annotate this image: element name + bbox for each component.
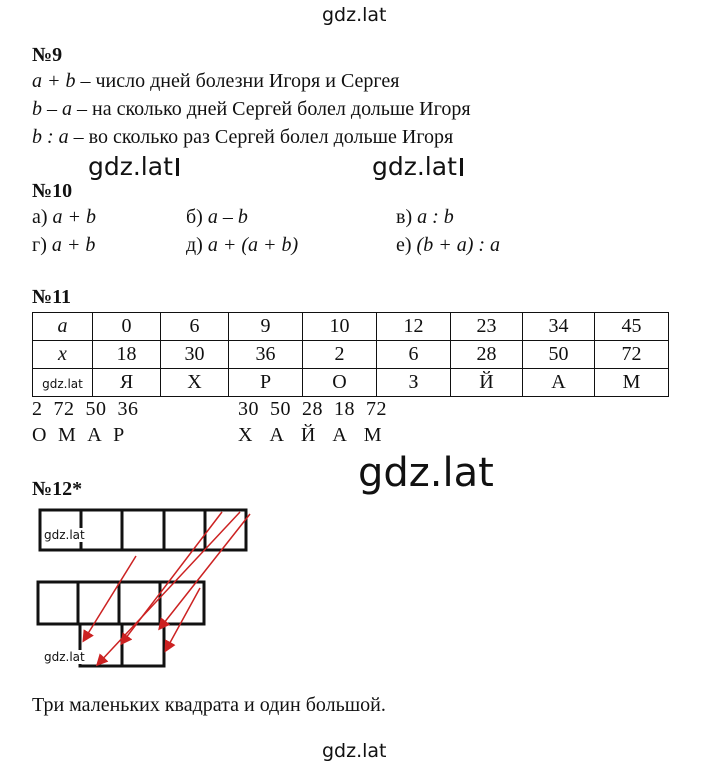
table-cell: 30	[161, 341, 229, 369]
figure-watermark-bottom: gdz.lat	[44, 650, 85, 664]
table-cell: 36	[229, 341, 303, 369]
task10-item-d: д) a + (a + b)	[186, 234, 299, 256]
watermark-mid-right: gdz.lat	[372, 152, 463, 181]
table-cell: 23	[451, 313, 523, 341]
table-cell: 6	[377, 341, 451, 369]
task10-item-b: б) a – b	[186, 206, 248, 228]
table-cell: 50	[523, 341, 595, 369]
table-cell: 34	[523, 313, 595, 341]
task10-title: №10	[32, 180, 73, 202]
task10-item-g: г) a + b	[32, 234, 96, 256]
table-cell-label: a	[33, 313, 93, 341]
task9-line-3: b : a – во сколько раз Сергей болел дольше Игоря	[32, 126, 454, 148]
task12-title: №12*	[32, 478, 83, 500]
task10-item-a: а) a + b	[32, 206, 97, 228]
task11-seq2-letters: Х А Й А М	[238, 424, 383, 446]
table-cell: Я	[93, 369, 161, 397]
task9-line-2: b – a – на сколько дней Сергей болел дольше Игоря	[32, 98, 471, 120]
arrow-4	[84, 556, 136, 640]
figure-watermark-top: gdz.lat	[44, 528, 85, 542]
table-cell: Х	[161, 369, 229, 397]
watermark-bottom: gdz.lat	[322, 740, 387, 762]
watermark-big: gdz.lat	[358, 450, 494, 496]
table-cell: 12	[377, 313, 451, 341]
watermark-mid-left: gdz.lat	[88, 152, 179, 181]
task12-answer: Три маленьких квадрата и один большой.	[32, 694, 386, 716]
table-cell: М	[595, 369, 669, 397]
task9-line-1: a + b – число дней болезни Игоря и Сергея	[32, 70, 400, 92]
task10-item-v: в) a : b	[396, 206, 454, 228]
table-cell: Й	[451, 369, 523, 397]
table-watermark: gdz.lat	[33, 369, 93, 397]
table-cell: 10	[303, 313, 377, 341]
table-cell-label: x	[33, 341, 93, 369]
table-cell: Р	[229, 369, 303, 397]
move-arrows	[84, 512, 250, 664]
table-cell: О	[303, 369, 377, 397]
watermark-top: gdz.lat	[322, 4, 387, 26]
table-cell: 72	[595, 341, 669, 369]
table-cell: А	[523, 369, 595, 397]
arrow-5	[166, 588, 200, 650]
task11-seq2-numbers: 30 50 28 18 72	[238, 398, 387, 420]
table-cell: 9	[229, 313, 303, 341]
table-cell: 28	[451, 341, 523, 369]
task10-item-e: е) (b + a) : a	[396, 234, 501, 256]
task11-seq1-numbers: 2 72 50 36	[32, 398, 139, 420]
table-cell: З	[377, 369, 451, 397]
table-cell: 2	[303, 341, 377, 369]
table-cell: 45	[595, 313, 669, 341]
task9-title: №9	[32, 44, 63, 66]
table-cell: 0	[93, 313, 161, 341]
table-cell: 18	[93, 341, 161, 369]
table-cell: 6	[161, 313, 229, 341]
task11-title: №11	[32, 286, 71, 308]
task11-seq1-letters: О М А Р	[32, 424, 125, 446]
